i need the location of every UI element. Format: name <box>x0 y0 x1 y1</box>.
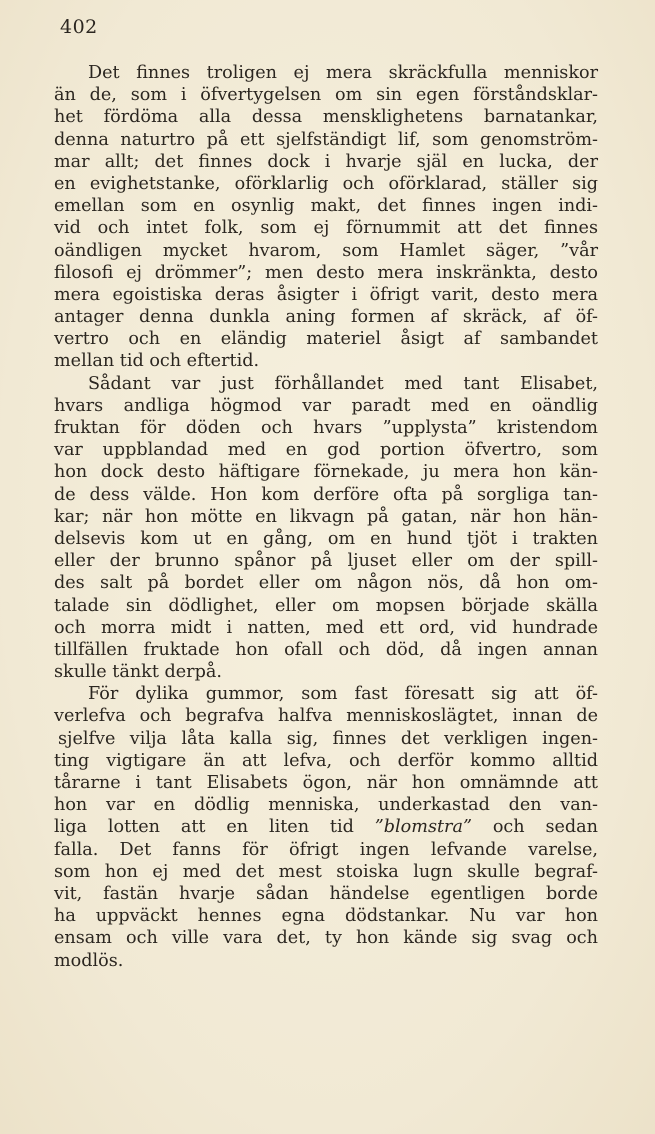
text-line: des salt på bordet eller om någon nös, då hon om- <box>54 573 598 594</box>
text-line: filosofi ej drömmer”; men desto mera inskränkta, desto <box>54 262 598 283</box>
text-line: kar; när hon mötte en likvagn på gatan, när hon hän- <box>54 506 598 527</box>
text-line: skulle tänkt derpå. <box>54 662 222 683</box>
text-line: sjelfve vilja låta kalla sig, finnes det verkligen ingen- <box>58 728 598 749</box>
text-line: tårarne i tant Elisabets ögon, när hon omnämnde att <box>54 773 598 793</box>
text-line: ha uppväckt hennes egna dödstankar. Nu var hon <box>54 906 598 927</box>
text-line: För dylika gummor, som fast föresatt sig att öf- <box>88 684 598 705</box>
text-line: vit, fastän hvarje sådan händelse egentligen borde <box>54 883 598 904</box>
text-line: falla. Det fanns för öfrigt ingen lefvande varelse, <box>54 839 598 860</box>
text-line: och morra midt i natten, med ett ord, vid hundrade <box>54 617 598 638</box>
text-line: Sådant var just förhållandet med tant Elisabet, <box>88 373 598 394</box>
text-line: ensam och ville vara det, ty hon kände sig svag och <box>54 928 598 949</box>
text-line: vertro och en eländig materiel åsigt af sambandet <box>54 329 598 350</box>
text-line: hon dock desto häftigare förnekade, ju mera hon kän- <box>54 462 598 483</box>
text-line: verlefva och begrafva halfva menniskoslägtet, innan de <box>54 706 598 727</box>
text-line: hon var en dödlig menniska, underkastad den van- <box>54 795 598 816</box>
text-line: de dess välde. Hon kom derföre ofta på sorgliga tan- <box>54 484 598 505</box>
text-line: mera egoistiska deras åsigter i öfrigt varit, desto mera <box>54 284 598 305</box>
body-text <box>54 62 598 972</box>
text-line: hvars andliga högmod var paradt med en oändlig <box>54 395 598 416</box>
emphasized-word: ”blomstra” <box>374 817 472 838</box>
text-line: antager denna dunkla aning formen af skräck, af öf- <box>54 307 598 328</box>
text-line: denna naturtro på ett sjelfständigt lif, som genomström- <box>54 129 598 150</box>
text-line: het fördöma alla dessa mensklighetens barnatankar, <box>54 107 598 128</box>
text-line: var uppblandad med en god portion öfvertro, som <box>54 440 598 461</box>
text-line: emellan som en osynlig makt, det finnes ingen indi- <box>54 196 598 217</box>
text-line: än de, som i öfvertygelsen om sin egen förståndsklar- <box>54 85 598 106</box>
text-line: mellan tid och eftertid. <box>54 351 260 372</box>
text-line: mar allt; det finnes dock i hvarje själ en lucka, der <box>54 151 598 172</box>
text-line: vid och intet folk, som ej förnummit att det finnes <box>54 218 598 239</box>
text-line: fruktan för döden och hvars ”upplysta” kristendom <box>54 418 598 438</box>
page-number: 402 <box>60 16 98 38</box>
text-line: delsevis kom ut en gång, om en hund tjöt i trakten <box>54 528 598 549</box>
text-line: som hon ej med det mest stoiska lugn skulle begraf- <box>54 861 598 882</box>
text-line: eller der brunno spånor på ljuset eller om der spill- <box>54 551 598 572</box>
text-segment: liga lotten att en liten tid <box>54 817 354 838</box>
text-line: oändligen mycket hvarom, som Hamlet säger, ”vår <box>54 240 598 261</box>
text-line: modlös. <box>54 950 124 971</box>
text-segment: och sedan <box>492 817 599 838</box>
text-line-with-emphasis <box>54 816 598 838</box>
text-line: ting vigtigare än att lefva, och derför kommo alltid <box>54 750 598 771</box>
text-line: talade sin dödlighet, eller om mopsen började skälla <box>54 595 598 616</box>
text-line: en evighetstanke, oförklarlig och oförklarad, ställer sig <box>54 173 598 194</box>
text-line: tillfällen fruktade hon ofall och död, då ingen annan <box>54 639 598 660</box>
text-line: Det finnes troligen ej mera skräckfulla menniskor <box>88 63 598 83</box>
